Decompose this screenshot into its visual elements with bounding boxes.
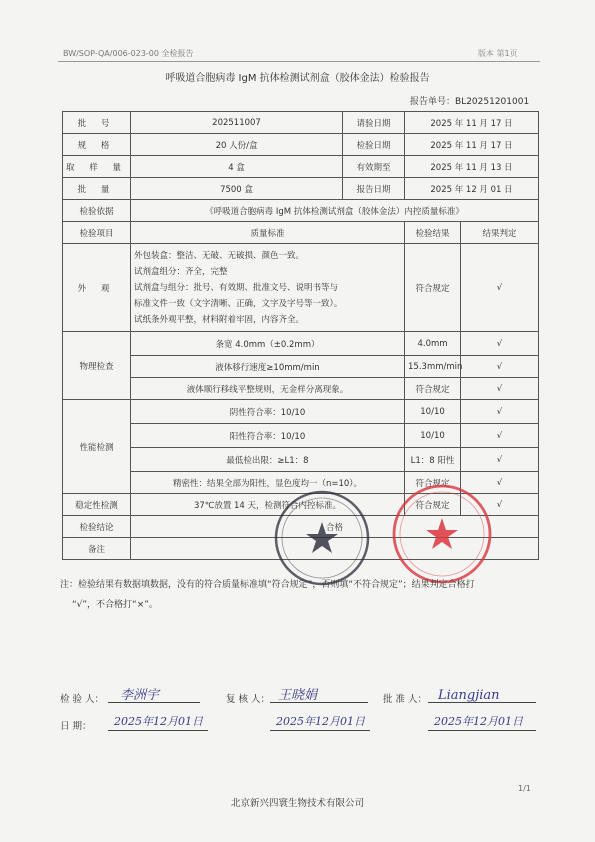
approver-date: 2025年12月01日 <box>434 715 523 728</box>
inspector-date: 2025年12月01日 <box>114 715 203 728</box>
performance-judge: √ <box>461 448 539 472</box>
spec-label: 规 格 <box>63 134 131 156</box>
performance-row <box>63 424 539 448</box>
basis-label: 检验依据 <box>63 200 131 222</box>
column-header-row <box>63 222 539 244</box>
performance-standard: 精密性：结果全部为阳性，显色度均一（n=10）。 <box>131 472 405 494</box>
stability-standard: 37℃放置 14 天，检测符合内控标准。 <box>131 494 405 516</box>
spec-value: 20 人份/盒 <box>131 134 343 156</box>
performance-result: 10/10 <box>405 424 461 448</box>
batch-label: 批 号 <box>63 112 131 134</box>
appearance-label: 外 观 <box>63 244 131 332</box>
company-footer: 北京新兴四寰生物技术有限公司 <box>230 798 364 809</box>
physical-judge: √ <box>461 332 539 356</box>
info-row-sample <box>63 156 539 178</box>
report-date-value: 2025 年 12 月 01 日 <box>405 178 539 200</box>
performance-row <box>63 448 539 472</box>
column-standard: 质量标准 <box>131 222 405 244</box>
stability-judge: √ <box>461 494 539 516</box>
physical-standard: 液体顺行移线平整规则，无金样分离现象。 <box>131 378 405 400</box>
appearance-standard <box>131 244 405 332</box>
performance-result: 10/10 <box>405 400 461 424</box>
performance-result: L1：8 阳性 <box>405 448 461 472</box>
basis-value: 《呼吸道合胞病毒 IgM 抗体检测试剂盒（胶体金法）内控质量标准》 <box>131 200 539 222</box>
performance-label: 性能检测 <box>63 400 131 494</box>
performance-standard: 阴性符合率：10/10 <box>131 400 405 424</box>
performance-row <box>63 400 539 424</box>
conclusion-label: 检验结论 <box>63 516 131 538</box>
approver-label: 批 准 人： <box>383 694 428 705</box>
report-number: 报告单号：BL20251201001 <box>410 97 530 107</box>
batch-value: 202511007 <box>131 112 343 134</box>
inspection-seal-dark <box>272 488 372 588</box>
document-code: BW/SOP-QA/006-023-00 全检报告 <box>63 49 194 58</box>
physical-row <box>63 378 539 400</box>
inspector-label: 检 验 人： <box>60 694 105 705</box>
appearance-line: 标准文件一致（文字清晰、正确，文字及字号等一致）。 <box>134 298 343 309</box>
appearance-line: 试剂盒组分：齐全，完整 <box>134 266 228 277</box>
reviewer-signature: 王晓娟 <box>278 688 318 703</box>
physical-standard: 条宽 4.0mm（±0.2mm） <box>131 332 405 356</box>
date-line-1 <box>108 710 208 731</box>
performance-standard: 最低检出限：≥L1：8 <box>131 448 405 472</box>
appearance-row <box>63 244 539 332</box>
footnote-line: “√”，不合格打“×”。 <box>72 600 158 610</box>
physical-label: 物理检查 <box>63 332 131 400</box>
sample-label: 取 样 量 <box>63 156 131 178</box>
test-date-label: 检验日期 <box>343 134 405 156</box>
column-judge: 结果判定 <box>461 222 539 244</box>
performance-judge: √ <box>461 472 539 494</box>
stability-result: 符合规定 <box>405 494 461 516</box>
reviewer-line <box>270 684 368 703</box>
physical-standard: 液体移行速度≥10mm/min <box>131 356 405 378</box>
performance-judge: √ <box>461 424 539 448</box>
inspect-date-label: 请验日期 <box>343 112 405 134</box>
physical-result: 4.0mm <box>405 332 461 356</box>
quantity-label: 批 量 <box>63 178 131 200</box>
reviewer-label: 复 核 人： <box>226 694 271 705</box>
performance-judge: √ <box>461 400 539 424</box>
physical-result: 符合规定 <box>405 378 461 400</box>
reviewer-date: 2025年12月01日 <box>276 715 365 728</box>
column-result: 检验结果 <box>405 222 461 244</box>
basis-row <box>63 200 539 222</box>
appearance-line: 试剂盒与组分：批号、有效期、批准文号、说明书等与 <box>134 282 339 293</box>
performance-result: 符合规定 <box>405 472 461 494</box>
header-rule <box>58 61 540 62</box>
sample-value: 4 盒 <box>131 156 343 178</box>
approver-signature: Liangjian <box>438 688 500 703</box>
remark-label: 备注 <box>63 538 131 560</box>
stability-label: 稳定性检测 <box>63 494 131 516</box>
page-number: 1/1 <box>518 784 531 793</box>
physical-row <box>63 356 539 378</box>
date-line-2 <box>270 710 370 731</box>
header-right-text: 版本 第1页 <box>478 49 518 58</box>
column-item: 检验项目 <box>63 222 131 244</box>
date-label: 日 期： <box>60 721 92 732</box>
test-date-value: 2025 年 11 月 17 日 <box>405 134 539 156</box>
inspector-signature: 李洲宇 <box>120 688 160 703</box>
inspection-seal-red <box>390 482 494 586</box>
appearance-line: 外包装盒：整洁、无破、无破损、颜色一致。 <box>134 250 305 261</box>
info-row-spec <box>63 134 539 156</box>
physical-row <box>63 332 539 356</box>
info-row-quantity <box>63 178 539 200</box>
expiry-label: 有效期至 <box>343 156 405 178</box>
physical-judge: √ <box>461 378 539 400</box>
footnote <box>60 575 540 615</box>
quantity-value: 7500 盒 <box>131 178 343 200</box>
report-date-label: 报告日期 <box>343 178 405 200</box>
info-row-batch <box>63 112 539 134</box>
conclusion-value: 合格 <box>131 516 539 538</box>
physical-judge: √ <box>461 356 539 378</box>
appearance-judge: √ <box>461 244 539 332</box>
inspect-date-value: 2025 年 11 月 17 日 <box>405 112 539 134</box>
footnote-line: 注：检验结果有数据填数据，没有的符合质量标准填“符合规定”，否则填“不符合规定”；结果判定合格打 <box>60 580 475 590</box>
expiry-value: 2025 年 11 月 13 日 <box>405 156 539 178</box>
physical-result: 15.3mm/min <box>405 356 461 378</box>
appearance-line: 试纸条外观平整，材料附着牢固，内容齐全。 <box>134 314 305 325</box>
report-title: 呼吸道合胞病毒 IgM 抗体检测试剂盒（胶体金法）检验报告 <box>165 73 430 84</box>
inspector-line <box>108 684 200 703</box>
approver-line <box>428 684 536 703</box>
performance-standard: 阳性符合率：10/10 <box>131 424 405 448</box>
date-line-3 <box>428 710 536 731</box>
appearance-result: 符合规定 <box>405 244 461 332</box>
